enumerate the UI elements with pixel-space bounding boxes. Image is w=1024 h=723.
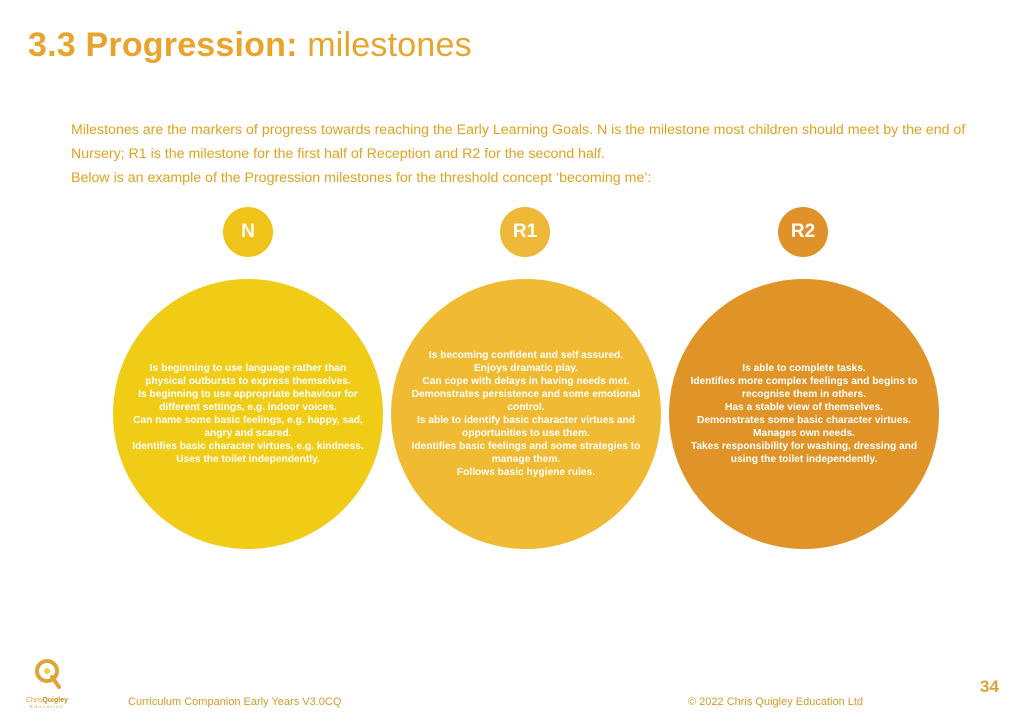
footer-document-title: Curriculum Companion Early Years V3.0CQ — [128, 696, 342, 708]
milestone-item: Is able to complete tasks. — [742, 363, 866, 374]
logo-q-icon — [32, 656, 62, 690]
page-number: 34 — [980, 677, 999, 696]
milestone-item: Is able to identify basic character virtues and opportunities to use them. — [417, 415, 635, 439]
milestone-item: Is becoming confident and self assured. — [428, 350, 624, 361]
intro-paragraph-2: Below is an example of the Progression milestones for the threshold concept ‘becoming me’: — [71, 170, 652, 186]
milestone-badge-n: N — [223, 207, 273, 257]
milestone-item: Has a stable view of themselves. — [725, 402, 883, 413]
milestone-item: Demonstrates persistence and some emotional control. — [411, 389, 641, 413]
milestone-item: Can cope with delays in having needs met. — [422, 376, 630, 387]
milestone-item: Uses the toilet independently. — [176, 454, 320, 465]
milestone-badge-r1: R1 — [500, 207, 550, 257]
page-title — [28, 26, 472, 65]
milestone-badge-r2: R2 — [778, 207, 828, 257]
milestone-circle-r1 — [391, 279, 661, 549]
intro-text — [71, 118, 971, 190]
milestone-item: Can name some basic feelings, e.g. happy, sad, angry and scared. — [133, 415, 363, 439]
milestone-list-r1 — [391, 349, 661, 479]
milestone-item: Identifies basic feelings and some strategies to manage them. — [411, 441, 641, 465]
milestone-item: Manages own needs. — [753, 428, 855, 439]
footer-copyright: © 2022 Chris Quigley Education Ltd — [688, 696, 864, 708]
milestone-item: Is beginning to use language rather than physical outbursts to express themselves. — [145, 363, 351, 387]
intro-paragraph-1: Milestones are the markers of progress towards reaching the Early Learning Goals. N is the milestone most children should meet by the end of Nursery; R1 is the milestone for the first half of Reception and R2 for the second half. — [71, 122, 966, 162]
milestone-list-n — [113, 362, 383, 466]
milestone-list-r2 — [669, 362, 939, 466]
milestone-item: Demonstrates some basic character virtues. — [696, 415, 912, 426]
milestone-item: Enjoys dramatic play. — [474, 363, 578, 374]
milestone-item: Follows basic hygiene rules. — [456, 467, 596, 478]
milestone-circle-r2 — [669, 279, 939, 549]
milestone-item: Is beginning to use appropriate behaviour for different settings, e.g. indoor voices. — [138, 389, 358, 413]
milestone-item: Identifies basic character virtues, e.g. kindness. — [132, 441, 364, 452]
logo-subtitle: Education — [29, 704, 65, 709]
logo-name: ChrisQuigley — [25, 697, 69, 704]
milestone-item: Takes responsibility for washing, dressing and using the toilet independently. — [690, 441, 918, 465]
milestone-item: Identifies more complex feelings and begins to recognise them in others. — [690, 376, 918, 400]
chris-quigley-logo — [22, 656, 72, 712]
milestone-circle-n — [113, 279, 383, 549]
page-title-topic: milestones — [307, 26, 472, 64]
page-title-section: 3.3 Progression: — [28, 26, 298, 64]
